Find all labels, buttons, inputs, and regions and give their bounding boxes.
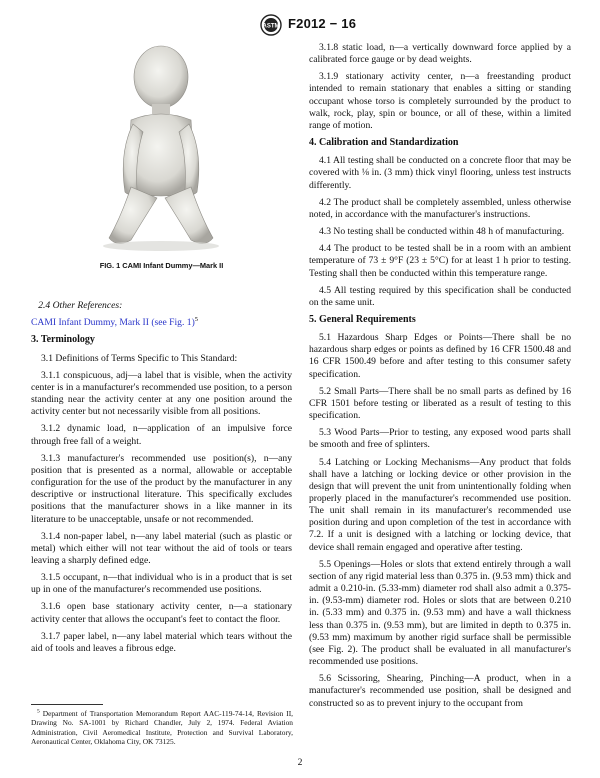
para-5-3: 5.3 Wood Parts—Prior to testing, any exposed wood parts shall be smooth and free of splinters. [309,427,571,451]
para-4-3: 4.3 No testing shall be conducted within 48 h of manufacturing. [319,226,565,238]
page-number: 2 [297,757,303,768]
footnote-5: $^5$ Department of Transportation Memorandum Report AAC-119-74-14, Revision II, Drawing No. SA-1001 by Richard Chandler, July 2, 1974. Federal Aviation Administration, Civil Aeromedical Institute, Protection and Survival Laboratory, Aeronautical Center, Oklahoma City, OK 73125. [31,708,293,746]
para-3-1-4: 3.1.4 non-paper label, n—any label material (such as plastic or metal) which either will not tear without the aid of tools or tears leaving a sharply defined edge. [31,530,292,566]
para-4-4: 4.4 The product to be tested shall be in a room with an ambient temperature of 73 ± 9°F (23 ± 5°C) for at least 1 h prior to testing. Testing shall then be conducted within this temperature range. [309,243,571,279]
left-column [31,42,292,660]
para-4-1: 4.1 All testing shall be conducted on a concrete floor that may be covered with ⅛ in. (3 mm) thick vinyl flooring, unless test instructs differently. [309,155,571,191]
para-4-2: 4.2 The product shall be completely assembled, unless otherwise noted, in accordance with the manufacturer's instructions. [309,196,571,220]
para-3-1-2: 3.1.2 dynamic load, n—application of an impulsive force through free fall of a weight. [31,423,292,447]
section-5-heading: 5. General Requirements [309,313,416,325]
para-3-1-7: 3.1.7 paper label, n—any label material which tears without the aid of tools and leaves a fibrous edge. [31,630,292,654]
para-3-1-9: 3.1.9 stationary activity center, n—a freestanding product intended to remain stationary that enables a sitting or standing occupant whose torso is completely surrounded by the product to walk, rock, play, spin or bounce, or all of these, within a limited range of motion. [309,71,571,131]
para-5-1: 5.1 Hazardous Sharp Edges or Points—There shall be no hazardous sharp edges or points as defined by 16 CFR 1500.48 and 16 CFR 1500.49 before and after testing to this consumer safety specification. [309,332,571,380]
para-3-1-8: 3.1.8 static load, n—a vertically downward force applied by a calibrated force gauge or by dead weights. [309,42,571,66]
para-4-5: 4.5 All testing required by this specification shall be conducted on the same unit. [309,284,571,308]
para-3-1-6: 3.1.6 open base stationary activity center, n—a stationary activity center that allows the occupant's feet to contact the floor. [31,601,292,625]
page-header [0,14,600,36]
para-5-2: 5.2 Small Parts—There shall be no small parts as defined by 16 CFR 1501 before testing or liberated as a result of testing to this specification. [309,385,571,422]
figure-1 [31,42,292,252]
para-3-1-1: 3.1.1 conspicuous, adj—a label that is visible, when the activity center is in a manufacturer's recommended use position, to a person standing near the activity center at any one position around the activity center but not necessarily visible from all positions. [31,369,292,418]
footnote-divider [31,704,103,705]
reference-cami-dummy[interactable]: CAMI Infant Dummy, Mark II (see Fig. 1)$^5$ [31,316,199,329]
right-column [309,42,571,715]
para-5-6: 5.6 Scissoring, Shearing, Pinching—A product, when in a manufacturer's recommended use position, shall be designed and constructed so as to prevent injury to the occupant from [309,673,571,709]
svg-text:ASTM: ASTM [262,23,280,30]
infant-dummy-photo [81,42,241,252]
para-5-4: 5.4 Latching or Locking Mechanisms—Any product that folds shall have a latching or locking device or other provision in the design that will prevent the unit from unintentionally folding when properly placed in the manufacturer's recommended use position. The unit shall remain in its manufacturer's recommended use position during and upon completion of the test in accordance with 7.2. If a unit is designed with a latching or locking device, that device shall remain engaged and operative after testing. [309,456,571,553]
para-3-1-5: 3.1.5 occupant, n—that individual who is in a product that is set up in one of the manufacturer's recommended use positions. [31,572,292,596]
other-references-heading: 2.4 Other References: [38,300,123,312]
para-5-5: 5.5 Openings—Holes or slots that extend entirely through a wall section of any rigid material less than 0.375 in. (9.53 mm) thick and admit a 0.210-in. (5.33-mm) diameter rod shall also admit a 0.375-in. (9.53-mm) diameter rod. Holes or slots that are between 0.210 in. (5.33 mm) and 0.375 in. (9.53 mm) and have a wall thickness less than 0.375 in. (9.53 mm), but are limited in depth to 0.375 in. (9.53 mm) maximum by another rigid surface shall be permissible (see Fig. 2). The product shall be evaluated in all manufacturer's recommended use positions. [309,558,571,668]
figure-caption: FIG. 1 CAMI Infant Dummy—Mark II [99,261,224,270]
para-3-1: 3.1 Definitions of Terms Specific to This Standard: [41,352,238,364]
para-3-1-3: 3.1.3 manufacturer's recommended use position(s), n—any position that is presented as a normal, allowable or acceptable configuration for the use of the product by the manufacturer in any descriptive or instructional literature. This specifically excludes positions that the manufacturer shows in a like manner in its literature to be unacceptable, unsafe or not recommended. [31,452,292,525]
section-3-heading: 3. Terminology [31,334,95,346]
section-4-heading: 4. Calibration and Standardization [309,137,459,149]
astm-logo-icon [259,14,283,36]
document-id: F2012 − 16 [288,16,357,31]
